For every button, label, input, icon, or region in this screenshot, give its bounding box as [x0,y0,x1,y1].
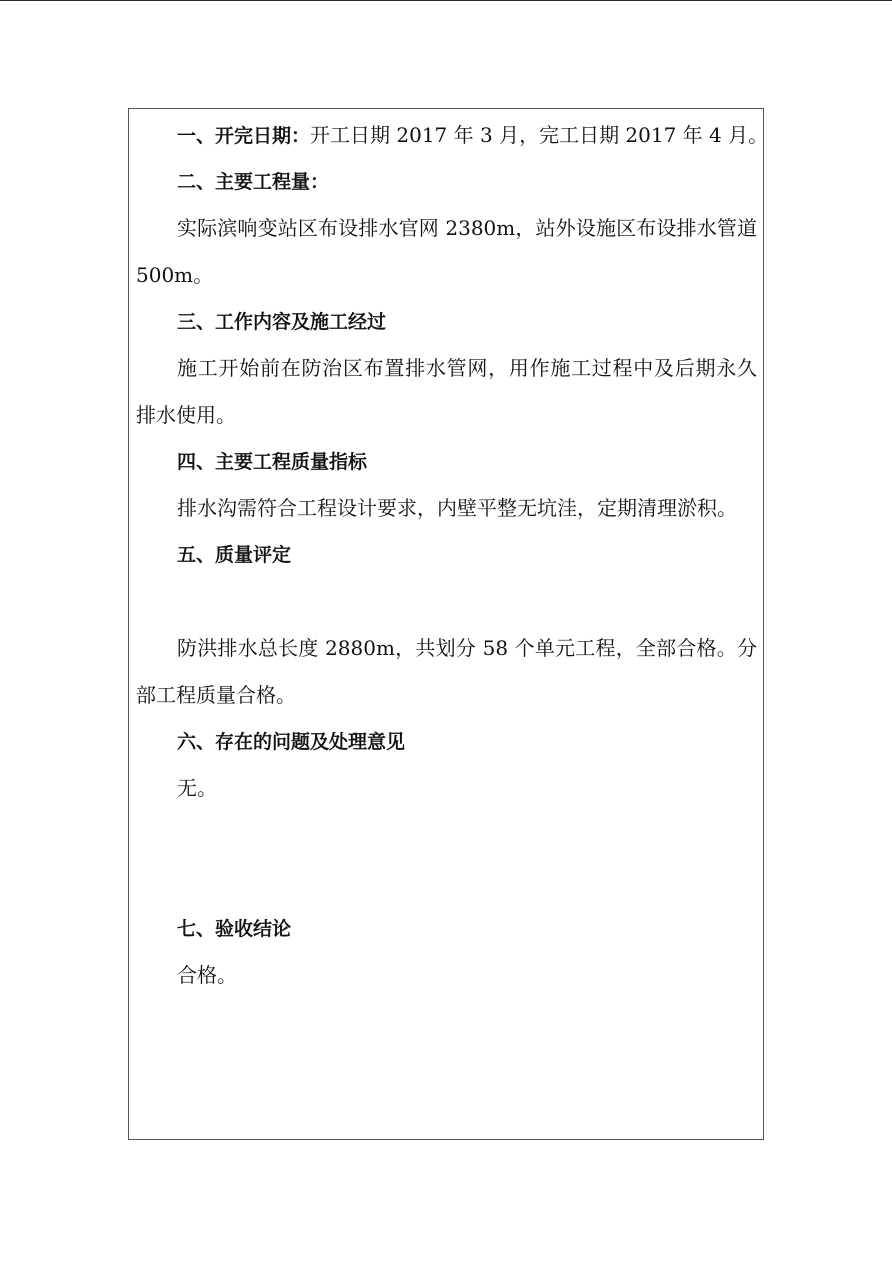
acceptance-report-box [128,108,769,1140]
section5-line2: 部工程质量合格。 [136,683,296,707]
section1-heading: 一、开完日期： [177,125,311,147]
section5-line1: 防洪排水总长度 2880m，共划分 58 个单元工程，全部合格。分 [177,636,757,660]
section2-heading: 二、主要工程量： [177,171,330,193]
section2-line2: 500m。 [136,263,214,287]
section5-heading: 五、质量评定 [177,544,292,566]
section3-line2: 排水使用。 [136,403,236,427]
section3-line1: 施工开始前在防治区布置排水管网，用作施工过程中及后期永久 [177,356,757,380]
page-top-rule [0,0,892,1]
section7-heading: 七、验收结论 [177,918,292,940]
section1-text: 开工日期 2017 年 3 月，完工日期 2017 年 4 月。 [310,123,769,147]
section4-heading: 四、主要工程质量指标 [177,451,368,473]
section4-line1: 排水沟需符合工程设计要求，内壁平整无坑洼，定期清理淤积。 [177,496,737,520]
section7-line1: 合格。 [177,963,237,987]
section2-line1: 实际滨响变站区布设排水官网 2380m，站外设施区布设排水管道 [177,216,757,240]
section3-heading: 三、工作内容及施工经过 [177,311,387,333]
section1-line [129,121,769,150]
section6-heading: 六、存在的问题及处理意见 [177,731,406,753]
section6-line1: 无。 [177,776,217,800]
